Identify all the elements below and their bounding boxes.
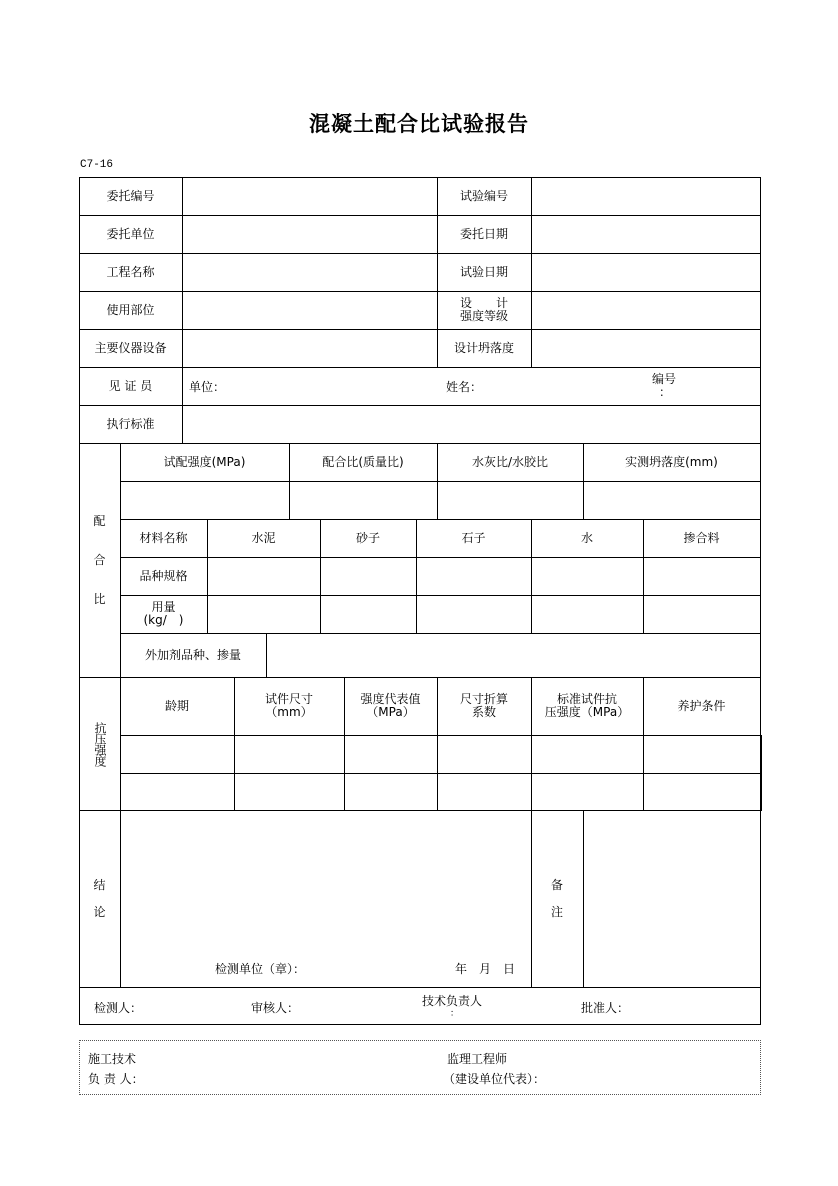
header-specimen-size [234, 677, 345, 736]
conclusion-date: 年 月 日 [455, 962, 516, 976]
supervision-box [79, 1040, 761, 1095]
field-client[interactable] [182, 215, 438, 254]
field-water-dose[interactable] [531, 595, 644, 634]
header-sand: 砂子 [320, 519, 417, 558]
label-commission-date: 委托日期 [437, 215, 532, 254]
strength-cell[interactable] [120, 773, 235, 811]
field-project[interactable] [182, 253, 438, 292]
approver-label: 批准人： [581, 1001, 630, 1015]
label-standard: 执行标准 [79, 405, 183, 444]
field-test-no[interactable] [531, 177, 761, 216]
strength-cell[interactable] [120, 735, 235, 774]
header-size-factor [437, 677, 532, 736]
header-material: 材料名称 [120, 519, 208, 558]
label-line: （MPa） [366, 705, 415, 719]
strength-cell[interactable] [234, 773, 345, 811]
strength-cell[interactable] [437, 735, 532, 774]
label-line: 标准试件抗 [556, 692, 617, 706]
field-sand-dose[interactable] [320, 595, 417, 634]
label-usage-location: 使用部位 [79, 291, 183, 330]
field-equipment[interactable] [182, 329, 438, 368]
header-mix-ratio: 配合比(质量比) [289, 443, 438, 482]
label-project: 工程名称 [79, 253, 183, 292]
field-usage-location[interactable] [182, 291, 438, 330]
header-standard-strength [531, 677, 644, 736]
label-line: 强度代表值 [360, 692, 421, 706]
field-design-slump[interactable] [531, 329, 761, 368]
strength-cell[interactable] [344, 773, 438, 811]
owner-representative: （建设单位代表）： [443, 1072, 546, 1086]
tech-lead-label: 技术负责人 [422, 994, 483, 1008]
strength-cell[interactable] [531, 735, 644, 774]
label-line: 系数 [471, 705, 496, 719]
label-line: 试件尺寸 [264, 692, 313, 706]
strength-cell[interactable] [643, 773, 762, 811]
label-spec: 品种规格 [120, 557, 208, 596]
header-admixture: 掺合料 [643, 519, 761, 558]
page-title: 混凝土配合比试验报告 [309, 112, 529, 136]
witness-no: 编号 [652, 372, 677, 386]
label-additive: 外加剂品种、掺量 [120, 633, 267, 678]
char: 备 [550, 877, 563, 892]
label-line: (kg/ ) [143, 613, 184, 627]
tech-lead-colon: ： [450, 1009, 460, 1019]
field-wc-ratio[interactable] [437, 481, 584, 520]
char: 论 [93, 904, 106, 919]
char: 注 [550, 904, 563, 919]
witness-no-colon: ： [659, 385, 672, 399]
field-measured-slump[interactable] [583, 481, 761, 520]
field-standard[interactable] [182, 405, 761, 444]
field-commission-no[interactable] [182, 177, 438, 216]
strength-cell[interactable] [234, 735, 345, 774]
label-client: 委托单位 [79, 215, 183, 254]
header-curing: 养护条件 [643, 677, 761, 736]
form-code: C7-16 [80, 159, 114, 171]
header-age: 龄期 [120, 677, 235, 736]
tester-label: 检测人： [94, 1001, 143, 1015]
label-line: （mm） [265, 705, 313, 719]
test-unit-seal: 检测单位（章）： [215, 962, 306, 976]
label-witness: 见 证 员 [79, 367, 183, 406]
field-remark[interactable] [583, 810, 761, 988]
label-test-date: 试验日期 [437, 253, 532, 292]
header-cement: 水泥 [207, 519, 321, 558]
field-sand-spec[interactable] [320, 557, 417, 596]
reviewer-label: 审核人： [251, 1001, 300, 1015]
conclusion-side-label [79, 810, 121, 988]
header-measured-slump: 实测坍落度(mm) [583, 443, 761, 482]
char: 配 [93, 513, 106, 528]
construction-tech: 施工技术 [88, 1052, 137, 1066]
char: 合 [93, 552, 106, 567]
header-trial-strength: 试配强度(MPa) [120, 443, 290, 482]
strength-cell[interactable] [437, 773, 532, 811]
header-stone: 石子 [416, 519, 532, 558]
label-line: 压强度（MPa） [544, 705, 630, 719]
mix-side-label [79, 443, 121, 678]
label-line: 用量 [151, 600, 176, 614]
field-admixture-spec[interactable] [643, 557, 761, 596]
field-admixture-dose[interactable] [643, 595, 761, 634]
label-line: 强度等级 [459, 309, 508, 323]
field-trial-strength[interactable] [120, 481, 290, 520]
remark-label [531, 810, 584, 988]
strength-side-label: 抗压强度 [79, 677, 121, 811]
label-design-grade [437, 291, 532, 330]
field-stone-dose[interactable] [416, 595, 532, 634]
field-test-date[interactable] [531, 253, 761, 292]
label-line: 设 计 [459, 296, 508, 310]
field-mix-ratio[interactable] [289, 481, 438, 520]
label-design-slump: 设计坍落度 [437, 329, 532, 368]
char: 结 [93, 877, 106, 892]
field-stone-spec[interactable] [416, 557, 532, 596]
header-water: 水 [531, 519, 644, 558]
header-wc-ratio: 水灰比/水胶比 [437, 443, 584, 482]
strength-cell[interactable] [531, 773, 644, 811]
witness-unit: 单位： [189, 380, 226, 394]
header-representative-strength [344, 677, 438, 736]
strength-cell[interactable] [344, 735, 438, 774]
field-cement-spec[interactable] [207, 557, 321, 596]
field-additive[interactable] [266, 633, 761, 678]
field-cement-dose[interactable] [207, 595, 321, 634]
label-equipment: 主要仪器设备 [79, 329, 183, 368]
strength-cell[interactable] [643, 735, 762, 774]
construction-lead: 负 责 人： [88, 1072, 144, 1086]
label-line: 尺寸折算 [459, 692, 508, 706]
label-test-no: 试验编号 [437, 177, 532, 216]
label-dosage [120, 595, 208, 634]
witness-name: 姓名： [446, 380, 483, 394]
supervising-engineer: 监理工程师 [447, 1052, 508, 1066]
label-commission-no: 委托编号 [79, 177, 183, 216]
field-water-spec[interactable] [531, 557, 644, 596]
field-commission-date[interactable] [531, 215, 761, 254]
char: 比 [93, 591, 106, 606]
field-design-grade[interactable] [531, 291, 761, 330]
